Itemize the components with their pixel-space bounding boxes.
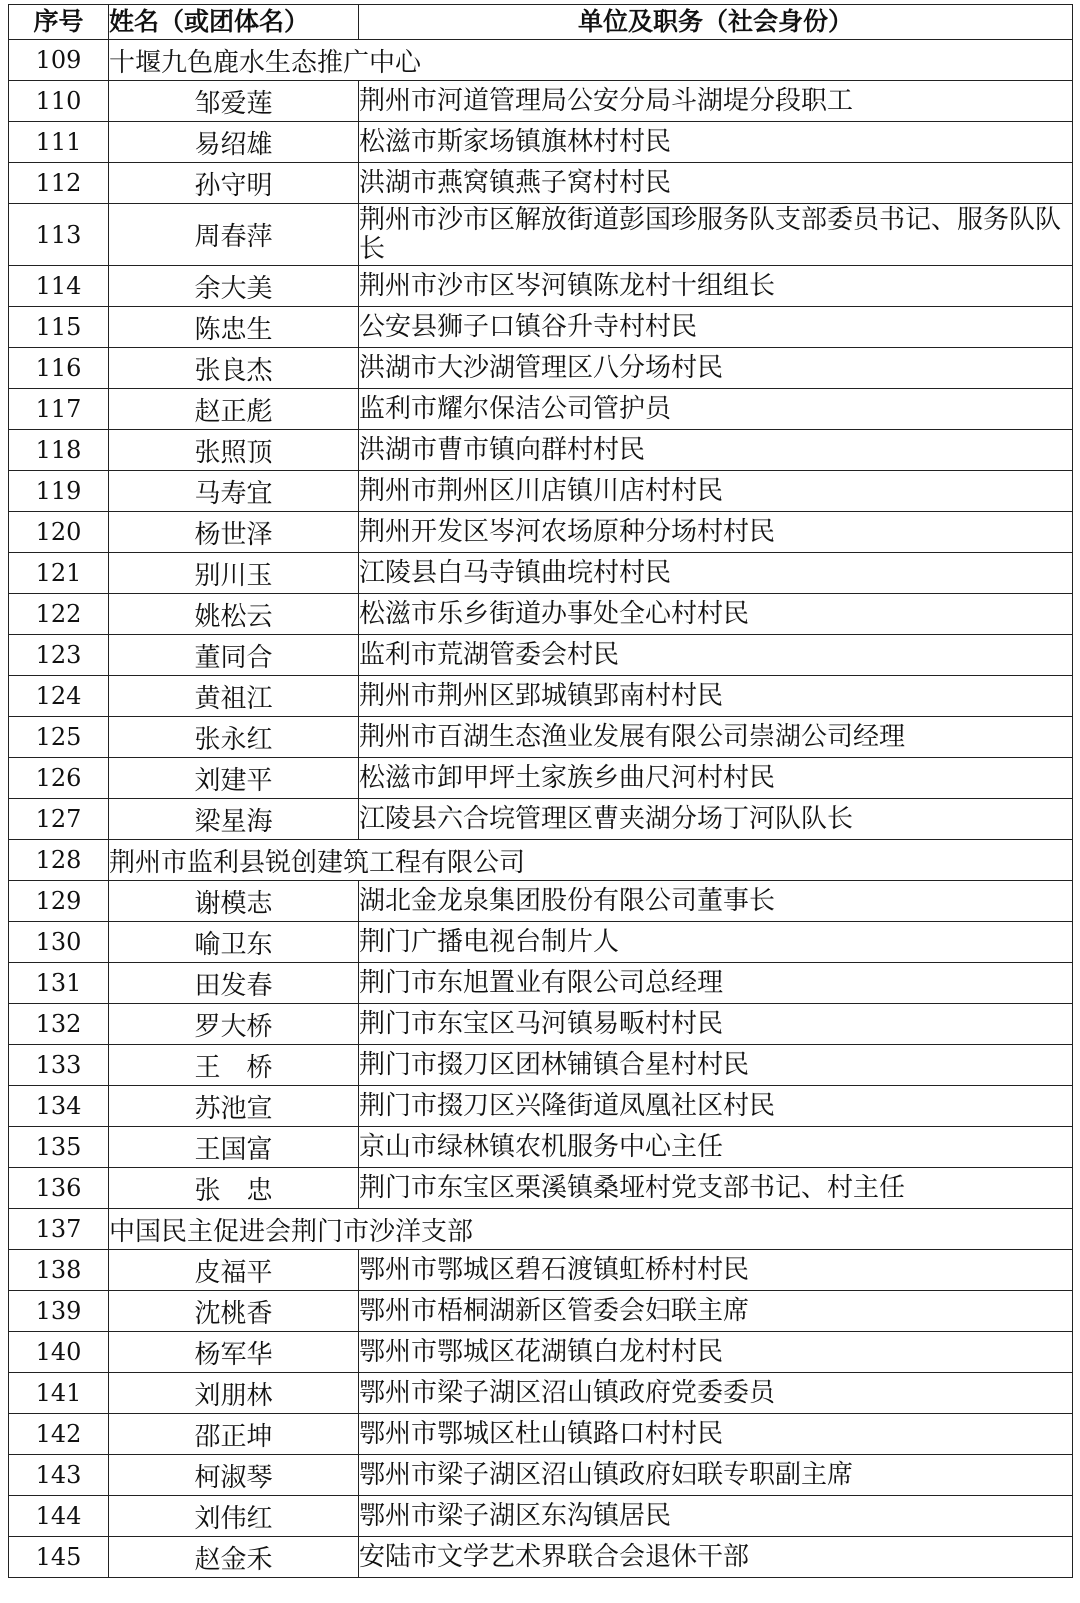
row-number: 113 xyxy=(9,204,109,266)
table-row xyxy=(9,1209,1073,1250)
row-number: 119 xyxy=(9,471,109,512)
table-row xyxy=(9,553,1073,594)
person-name: 梁星海 xyxy=(109,799,359,840)
person-name: 余大美 xyxy=(109,266,359,307)
person-name: 田发春 xyxy=(109,963,359,1004)
unit-and-position: 江陵县白马寺镇曲垸村村民 xyxy=(359,553,1073,594)
table-row xyxy=(9,1373,1073,1414)
row-number: 133 xyxy=(9,1045,109,1086)
unit-and-position: 鄂州市鄂城区碧石渡镇虹桥村村民 xyxy=(359,1250,1073,1291)
unit-and-position: 鄂州市鄂城区花湖镇白龙村村民 xyxy=(359,1332,1073,1373)
unit-and-position: 荆州开发区岑河农场原种分场村村民 xyxy=(359,512,1073,553)
person-name: 沈桃香 xyxy=(109,1291,359,1332)
unit-and-position: 洪湖市燕窝镇燕子窝村村民 xyxy=(359,163,1073,204)
person-name: 邹爱莲 xyxy=(109,81,359,122)
row-number: 128 xyxy=(9,840,109,881)
row-number: 143 xyxy=(9,1455,109,1496)
table-row xyxy=(9,204,1073,266)
person-name: 赵正彪 xyxy=(109,389,359,430)
row-number: 140 xyxy=(9,1332,109,1373)
table-row xyxy=(9,307,1073,348)
person-name: 张照顶 xyxy=(109,430,359,471)
table-row xyxy=(9,676,1073,717)
unit-and-position: 松滋市斯家场镇旗林村村民 xyxy=(359,122,1073,163)
row-number: 144 xyxy=(9,1496,109,1537)
person-name: 陈忠生 xyxy=(109,307,359,348)
unit-and-position: 荆州市荆州区川店镇川店村村民 xyxy=(359,471,1073,512)
table-body xyxy=(9,40,1073,1578)
table-row xyxy=(9,758,1073,799)
organization-name: 十堰九色鹿水生态推广中心 xyxy=(109,40,1073,81)
unit-and-position: 鄂州市梧桐湖新区管委会妇联主席 xyxy=(359,1291,1073,1332)
unit-and-position: 荆州市百湖生态渔业发展有限公司崇湖公司经理 xyxy=(359,717,1073,758)
row-number: 109 xyxy=(9,40,109,81)
document-page xyxy=(8,4,1072,1578)
person-name: 王 桥 xyxy=(109,1045,359,1086)
row-number: 136 xyxy=(9,1168,109,1209)
person-name: 刘伟红 xyxy=(109,1496,359,1537)
row-number: 132 xyxy=(9,1004,109,1045)
unit-and-position: 监利市耀尔保洁公司管护员 xyxy=(359,389,1073,430)
person-name: 马寿宜 xyxy=(109,471,359,512)
table-row xyxy=(9,40,1073,81)
table-row xyxy=(9,1127,1073,1168)
table-row xyxy=(9,881,1073,922)
header-number: 序号 xyxy=(9,5,109,40)
organization-name: 荆州市监利县锐创建筑工程有限公司 xyxy=(109,840,1073,881)
person-name: 张 忠 xyxy=(109,1168,359,1209)
unit-and-position: 荆州市沙市区岑河镇陈龙村十组组长 xyxy=(359,266,1073,307)
unit-and-position: 荆门市东旭置业有限公司总经理 xyxy=(359,963,1073,1004)
unit-and-position: 松滋市卸甲坪土家族乡曲尺河村村民 xyxy=(359,758,1073,799)
table-row xyxy=(9,430,1073,471)
row-number: 129 xyxy=(9,881,109,922)
unit-and-position: 江陵县六合垸管理区曹夹湖分场丁河队队长 xyxy=(359,799,1073,840)
row-number: 123 xyxy=(9,635,109,676)
unit-and-position: 荆州市荆州区郢城镇郢南村村民 xyxy=(359,676,1073,717)
table-row xyxy=(9,1045,1073,1086)
table-row xyxy=(9,1250,1073,1291)
table-row xyxy=(9,389,1073,430)
unit-and-position: 荆门广播电视台制片人 xyxy=(359,922,1073,963)
row-number: 138 xyxy=(9,1250,109,1291)
person-name: 刘建平 xyxy=(109,758,359,799)
table-row xyxy=(9,1414,1073,1455)
row-number: 134 xyxy=(9,1086,109,1127)
row-number: 141 xyxy=(9,1373,109,1414)
person-name: 姚松云 xyxy=(109,594,359,635)
row-number: 127 xyxy=(9,799,109,840)
table-row xyxy=(9,1291,1073,1332)
row-number: 110 xyxy=(9,81,109,122)
unit-and-position: 荆门市掇刀区兴隆街道凤凰社区村民 xyxy=(359,1086,1073,1127)
person-name: 谢模志 xyxy=(109,881,359,922)
row-number: 111 xyxy=(9,122,109,163)
person-name: 杨军华 xyxy=(109,1332,359,1373)
table-row xyxy=(9,1086,1073,1127)
row-number: 139 xyxy=(9,1291,109,1332)
person-name: 杨世泽 xyxy=(109,512,359,553)
row-number: 115 xyxy=(9,307,109,348)
table-row xyxy=(9,81,1073,122)
row-number: 121 xyxy=(9,553,109,594)
row-number: 125 xyxy=(9,717,109,758)
table-row xyxy=(9,1004,1073,1045)
unit-and-position: 监利市荒湖管委会村民 xyxy=(359,635,1073,676)
row-number: 124 xyxy=(9,676,109,717)
unit-and-position: 京山市绿林镇农机服务中心主任 xyxy=(359,1127,1073,1168)
table-row xyxy=(9,635,1073,676)
row-number: 135 xyxy=(9,1127,109,1168)
row-number: 142 xyxy=(9,1414,109,1455)
header-name: 姓名（或团体名） xyxy=(109,5,359,40)
roster-table xyxy=(8,4,1073,1578)
unit-and-position: 鄂州市梁子湖区沼山镇政府妇联专职副主席 xyxy=(359,1455,1073,1496)
person-name: 孙守明 xyxy=(109,163,359,204)
table-row xyxy=(9,163,1073,204)
unit-and-position: 安陆市文学艺术界联合会退休干部 xyxy=(359,1537,1073,1578)
table-row xyxy=(9,594,1073,635)
person-name: 柯淑琴 xyxy=(109,1455,359,1496)
person-name: 邵正坤 xyxy=(109,1414,359,1455)
table-header xyxy=(9,5,1073,40)
row-number: 126 xyxy=(9,758,109,799)
table-row xyxy=(9,1537,1073,1578)
person-name: 喻卫东 xyxy=(109,922,359,963)
table-row xyxy=(9,922,1073,963)
unit-and-position: 荆门市东宝区栗溪镇桑垭村党支部书记、村主任 xyxy=(359,1168,1073,1209)
table-row xyxy=(9,1332,1073,1373)
unit-and-position: 荆州市沙市区解放街道彭国珍服务队支部委员书记、服务队队长 xyxy=(359,204,1073,266)
row-number: 131 xyxy=(9,963,109,1004)
table-row xyxy=(9,1168,1073,1209)
unit-and-position: 洪湖市大沙湖管理区八分场村民 xyxy=(359,348,1073,389)
table-row xyxy=(9,840,1073,881)
table-row xyxy=(9,266,1073,307)
table-row xyxy=(9,122,1073,163)
person-name: 罗大桥 xyxy=(109,1004,359,1045)
unit-and-position: 荆州市河道管理局公安分局斗湖堤分段职工 xyxy=(359,81,1073,122)
table-row xyxy=(9,963,1073,1004)
header-row xyxy=(9,5,1073,40)
person-name: 张永红 xyxy=(109,717,359,758)
row-number: 116 xyxy=(9,348,109,389)
unit-and-position: 公安县狮子口镇谷升寺村村民 xyxy=(359,307,1073,348)
table-row xyxy=(9,717,1073,758)
unit-and-position: 鄂州市梁子湖区东沟镇居民 xyxy=(359,1496,1073,1537)
person-name: 皮福平 xyxy=(109,1250,359,1291)
unit-and-position: 荆门市掇刀区团林铺镇合星村村民 xyxy=(359,1045,1073,1086)
row-number: 114 xyxy=(9,266,109,307)
row-number: 145 xyxy=(9,1537,109,1578)
person-name: 董同合 xyxy=(109,635,359,676)
person-name: 易绍雄 xyxy=(109,122,359,163)
row-number: 122 xyxy=(9,594,109,635)
table-row xyxy=(9,512,1073,553)
row-number: 130 xyxy=(9,922,109,963)
row-number: 137 xyxy=(9,1209,109,1250)
unit-and-position: 湖北金龙泉集团股份有限公司董事长 xyxy=(359,881,1073,922)
table-row xyxy=(9,1496,1073,1537)
table-row xyxy=(9,799,1073,840)
person-name: 张良杰 xyxy=(109,348,359,389)
header-unit: 单位及职务（社会身份） xyxy=(359,5,1073,40)
row-number: 120 xyxy=(9,512,109,553)
unit-and-position: 洪湖市曹市镇向群村村民 xyxy=(359,430,1073,471)
unit-and-position: 鄂州市梁子湖区沼山镇政府党委委员 xyxy=(359,1373,1073,1414)
person-name: 黄祖江 xyxy=(109,676,359,717)
unit-and-position: 荆门市东宝区马河镇易畈村村民 xyxy=(359,1004,1073,1045)
person-name: 刘朋林 xyxy=(109,1373,359,1414)
row-number: 118 xyxy=(9,430,109,471)
table-row xyxy=(9,471,1073,512)
person-name: 别川玉 xyxy=(109,553,359,594)
organization-name: 中国民主促进会荆门市沙洋支部 xyxy=(109,1209,1073,1250)
row-number: 117 xyxy=(9,389,109,430)
person-name: 周春萍 xyxy=(109,204,359,266)
row-number: 112 xyxy=(9,163,109,204)
unit-and-position: 鄂州市鄂城区杜山镇路口村村民 xyxy=(359,1414,1073,1455)
person-name: 苏池宣 xyxy=(109,1086,359,1127)
person-name: 王国富 xyxy=(109,1127,359,1168)
unit-and-position: 松滋市乐乡街道办事处全心村村民 xyxy=(359,594,1073,635)
table-row xyxy=(9,1455,1073,1496)
table-row xyxy=(9,348,1073,389)
person-name: 赵金禾 xyxy=(109,1537,359,1578)
